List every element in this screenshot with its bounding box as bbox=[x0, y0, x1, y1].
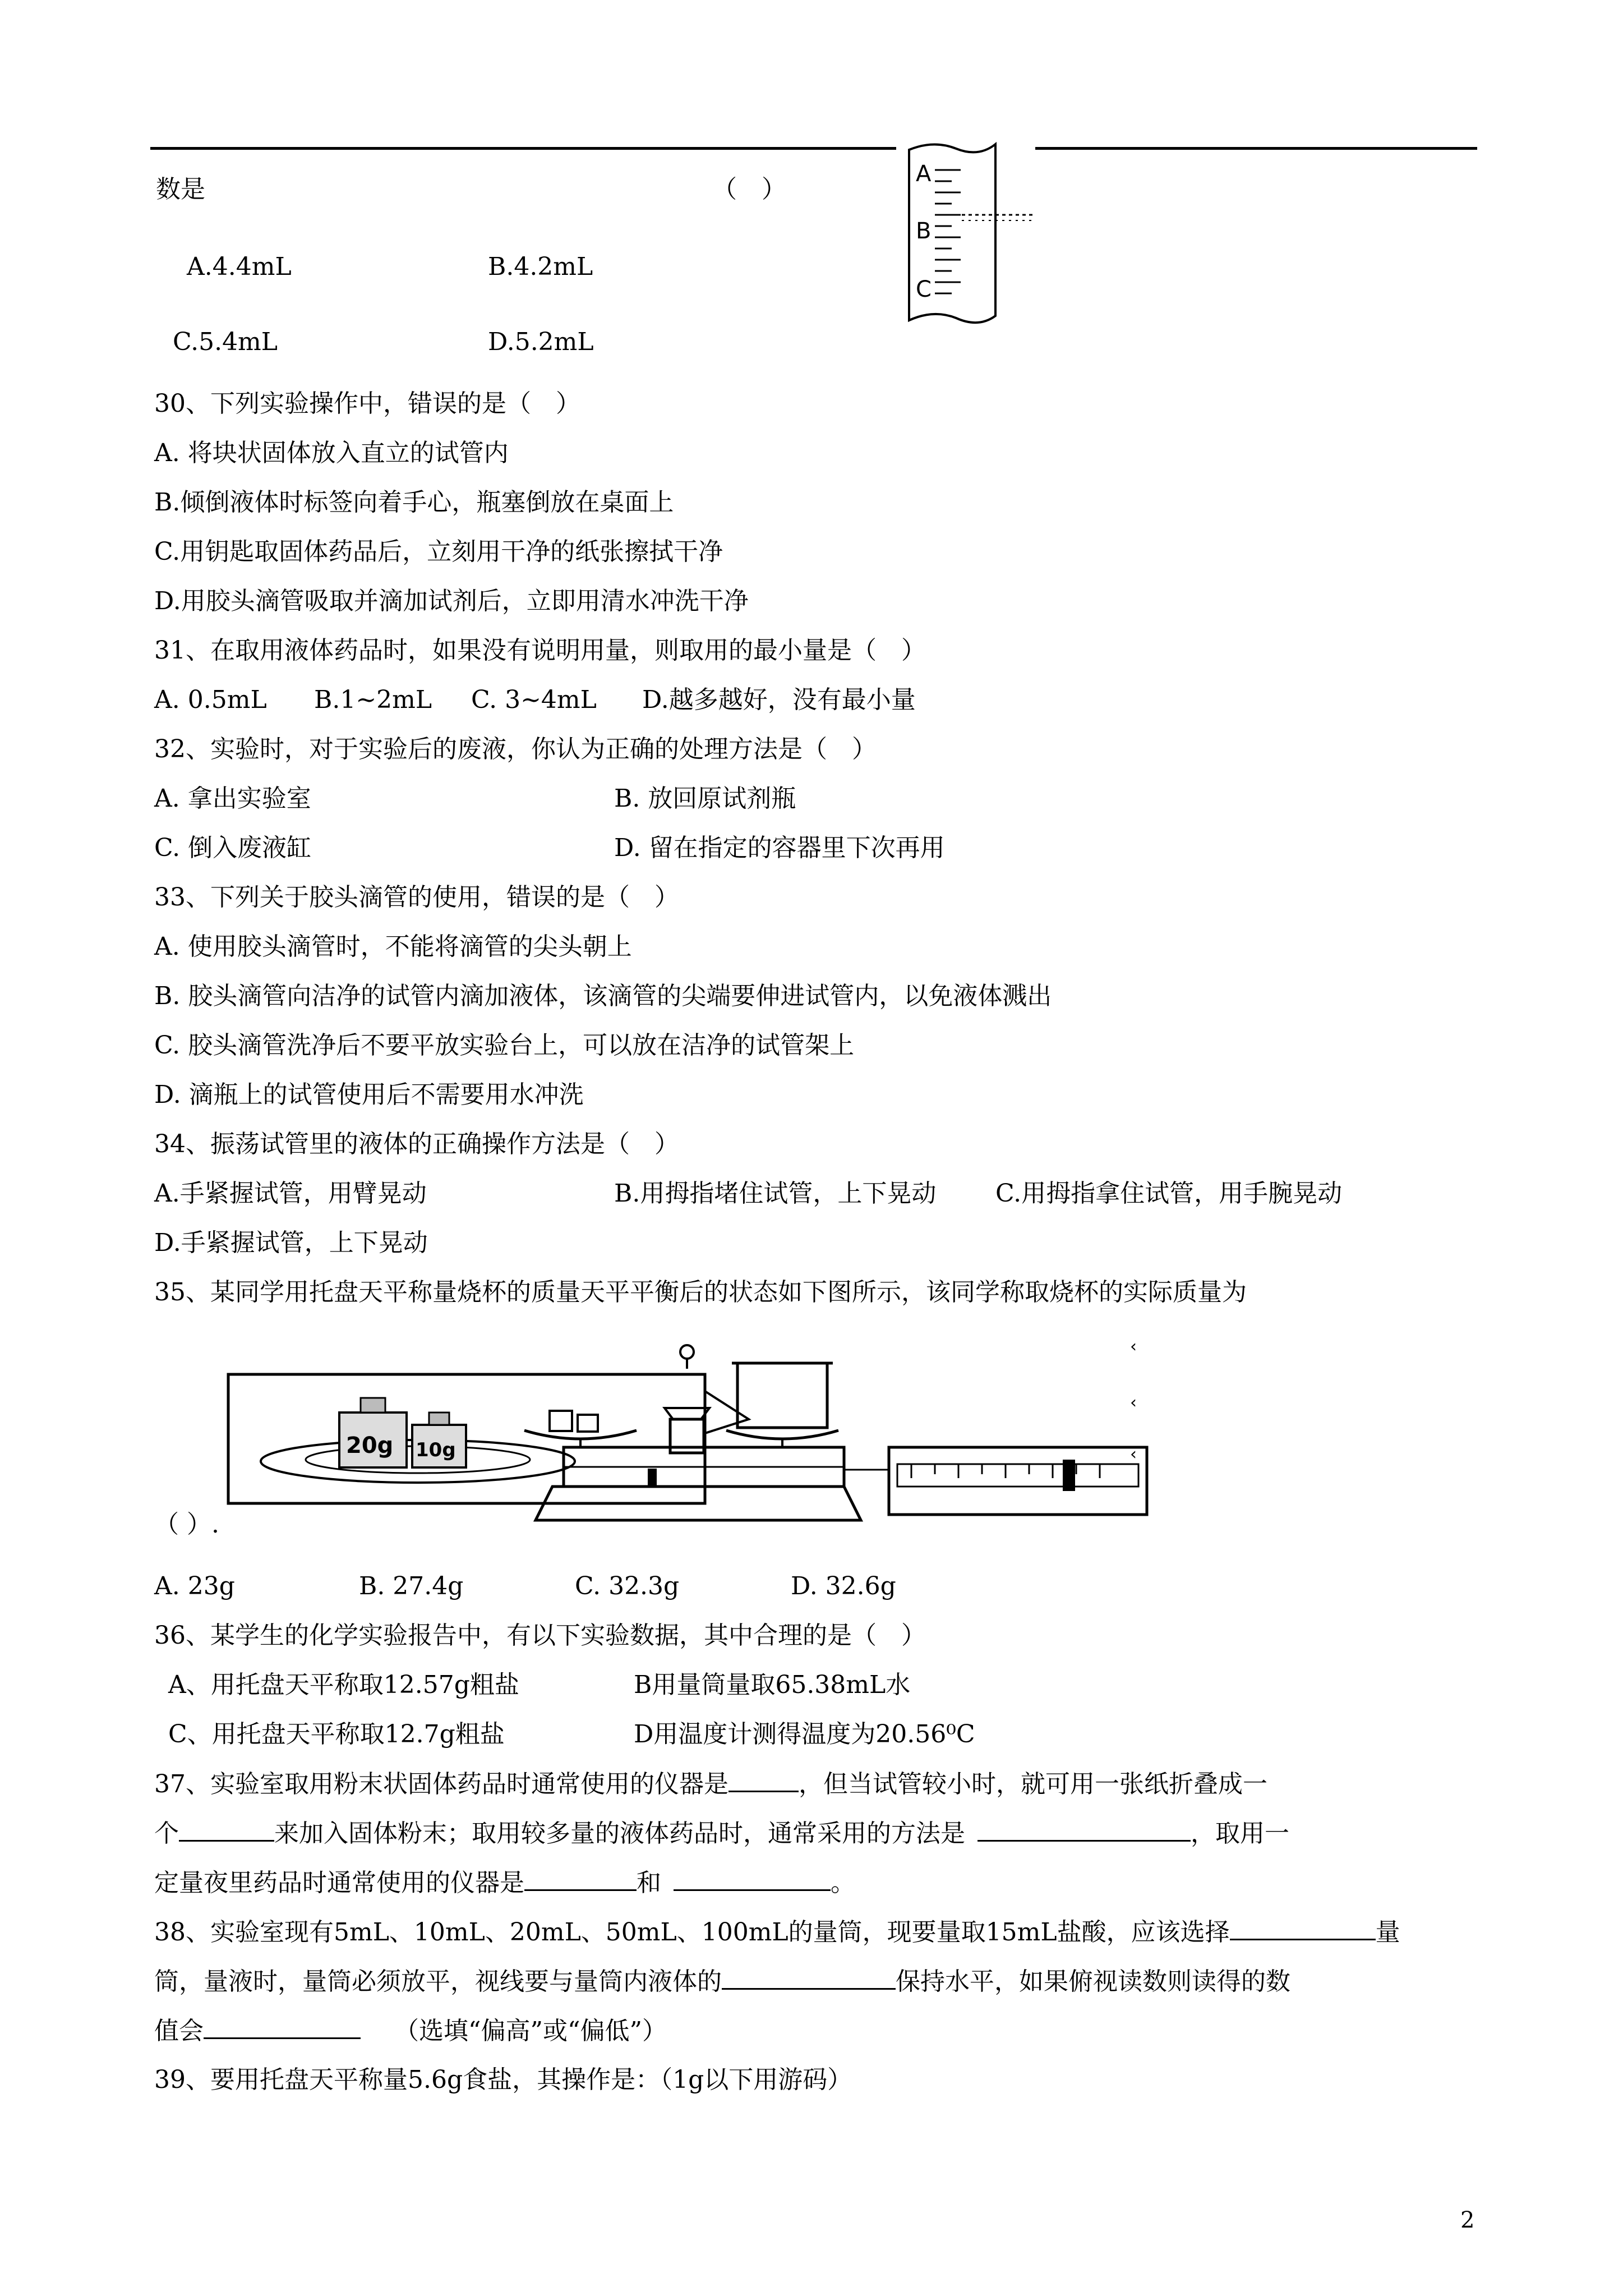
q34-option-d: D.手紧握试管，上下晃动 bbox=[154, 1228, 428, 1257]
q37-text-4: 来加入固体粉末；取用较多量的液体药品时，通常采用的方法是 bbox=[274, 1819, 965, 1848]
q34-stem: 34、振荡试管里的液体的正确操作方法是（ ） bbox=[154, 1130, 679, 1158]
q37-text-3: 个 bbox=[154, 1819, 179, 1848]
q38-blank-1[interactable] bbox=[1230, 1916, 1376, 1940]
q32-option-b: B. 放回原试剂瓶 bbox=[614, 784, 796, 813]
q32-option-d: D. 留在指定的容器里下次再用 bbox=[614, 834, 945, 862]
q35-option-a: A. 23g bbox=[154, 1572, 235, 1600]
q37-line-1 bbox=[154, 1768, 1267, 1800]
q38-text-3: 筒，量液时，量筒必须放平，视线要与量筒内液体的 bbox=[154, 1967, 722, 1996]
balance-figure bbox=[222, 1335, 1152, 1526]
q35-stem: 35、某同学用托盘天平称量烧杯的质量天平平衡后的状态如下图所示，该同学称取烧杯的实际质量为 bbox=[154, 1278, 1247, 1306]
q38-line-3 bbox=[154, 2015, 667, 2047]
q31-option-a: A. 0.5mL bbox=[154, 685, 267, 714]
q35-option-b: B. 27.4g bbox=[359, 1572, 464, 1600]
q34-option-b: B.用拇指堵住试管，上下晃动 bbox=[614, 1179, 937, 1208]
q35-option-c: C. 32.3g bbox=[575, 1572, 680, 1600]
svg-text:‹: ‹ bbox=[1130, 1444, 1137, 1464]
weight-20g-label: 20g bbox=[346, 1433, 394, 1458]
q29-option-c: C.5.4mL bbox=[173, 328, 278, 356]
page-number: 2 bbox=[1460, 2207, 1475, 2233]
q33-option-a: A. 使用胶头滴管时，不能将滴管的尖头朝上 bbox=[154, 932, 632, 961]
q37-text-5: ，取用一 bbox=[1191, 1819, 1289, 1848]
q35-option-d: D. 32.6g bbox=[791, 1572, 896, 1600]
q36-option-a: A、用托盘天平称取12.57g粗盐 bbox=[168, 1671, 519, 1699]
q37-text-6: 定量夜里药品时通常使用的仪器是 bbox=[154, 1869, 524, 1897]
cylinder-mark-a: A bbox=[916, 161, 932, 187]
q37-blank-4[interactable] bbox=[524, 1867, 637, 1891]
q37-blank-2[interactable] bbox=[179, 1818, 274, 1842]
q37-blank-3[interactable] bbox=[978, 1818, 1191, 1842]
q37-text-8: 。 bbox=[831, 1869, 855, 1897]
header-rule-right bbox=[1035, 147, 1477, 150]
header-rule-left bbox=[150, 147, 896, 150]
q33-option-c: C. 胶头滴管洗净后不要平放实验台上，可以放在洁净的试管架上 bbox=[154, 1031, 855, 1060]
q37-blank-1[interactable] bbox=[728, 1768, 799, 1792]
q31-stem: 31、在取用液体药品时，如果没有说明用量，则取用的最小量是（ ） bbox=[154, 636, 926, 665]
q38-text-4: 保持水平，如果俯视读数则读得的数 bbox=[896, 1967, 1290, 1996]
q36-option-d: D用温度计测得温度为20.56⁰C bbox=[634, 1720, 975, 1749]
q36-option-b: B用量筒量取65.38mL水 bbox=[634, 1671, 911, 1699]
q30-option-a: A. 将块状固体放入直立的试管内 bbox=[154, 439, 509, 467]
q38-text-1: 38、实验室现有5mL、10mL、20mL、50mL、100mL的量筒，现要量取15mL盐酸，应该选择 bbox=[154, 1918, 1230, 1947]
q38-blank-2[interactable] bbox=[722, 1966, 896, 1990]
q37-line-2 bbox=[154, 1818, 1289, 1849]
q34-option-a: A.手紧握试管，用臂晃动 bbox=[154, 1179, 427, 1208]
q36-stem: 36、某学生的化学实验报告中，有以下实验数据，其中合理的是（ ） bbox=[154, 1621, 926, 1650]
q37-text-1: 37、实验室取用粉末状固体药品时通常使用的仪器是 bbox=[154, 1770, 728, 1798]
q37-line-3 bbox=[154, 1867, 855, 1899]
q38-text-2: 量 bbox=[1375, 1918, 1400, 1947]
svg-text:‹: ‹ bbox=[1130, 1337, 1137, 1356]
q37-text-7: 和 bbox=[637, 1869, 661, 1897]
q37-blank-5[interactable] bbox=[674, 1867, 831, 1891]
q30-option-c: C.用钥匙取固体药品后，立刻用干净的纸张擦拭干净 bbox=[154, 537, 723, 566]
q38-text-5: 值会 bbox=[154, 2017, 204, 2045]
q30-stem: 30、下列实验操作中，错误的是（ ） bbox=[154, 389, 580, 418]
weight-10g-label: 10g bbox=[416, 1439, 456, 1461]
q36-option-c: C、用托盘天平称取12.7g粗盐 bbox=[168, 1720, 505, 1749]
q34-option-c: C.用拇指拿住试管，用手腕晃动 bbox=[995, 1179, 1343, 1208]
q33-stem: 33、下列关于胶头滴管的使用，错误的是（ ） bbox=[154, 883, 679, 912]
svg-text:‹: ‹ bbox=[1130, 1393, 1137, 1412]
q31-option-b: B.1~2mL bbox=[314, 685, 432, 714]
q32-option-c: C. 倒入废液缸 bbox=[154, 834, 312, 862]
q32-option-a: A. 拿出实验室 bbox=[154, 784, 311, 813]
q37-text-2: ，但当试管较小时，就可用一张纸折叠成一 bbox=[799, 1770, 1267, 1798]
q38-text-6: （选填“偏高”或“偏低”） bbox=[394, 2017, 667, 2045]
q31-option-c: C. 3~4mL bbox=[471, 685, 597, 714]
q33-option-d: D. 滴瓶上的试管使用后不需要用水冲洗 bbox=[154, 1080, 584, 1109]
q30-option-d: D.用胶头滴管吸取并滴加试剂后，立即用清水冲洗干净 bbox=[154, 587, 749, 615]
q29-option-b: B.4.2mL bbox=[488, 252, 593, 281]
cylinder-mark-c: C bbox=[916, 277, 932, 302]
q39-stem: 39、要用托盘天平称量5.6g食盐，其操作是：（1g以下用游码） bbox=[154, 2065, 852, 2094]
q38-line-2 bbox=[154, 1966, 1290, 1998]
q35-answer-paren: （ ）. bbox=[154, 1510, 219, 1539]
q29-option-a: A.4.4mL bbox=[187, 252, 292, 281]
q38-line-1 bbox=[154, 1916, 1400, 1948]
q33-option-b: B. 胶头滴管向洁净的试管内滴加液体，该滴管的尖端要伸进试管内，以免液体溅出 bbox=[154, 982, 1052, 1010]
q29-option-d: D.5.2mL bbox=[488, 328, 594, 356]
q38-blank-3[interactable] bbox=[204, 2015, 361, 2039]
q29-stem-tail: 数是 bbox=[156, 175, 205, 204]
q29-answer-paren: （ ） bbox=[712, 175, 786, 204]
q31-option-d: D.越多越好，没有最小量 bbox=[642, 685, 916, 714]
graduated-cylinder-figure bbox=[900, 137, 1046, 331]
q32-stem: 32、实验时，对于实验后的废液，你认为正确的处理方法是（ ） bbox=[154, 735, 877, 763]
q30-option-b: B.倾倒液体时标签向着手心，瓶塞倒放在桌面上 bbox=[154, 488, 674, 517]
cylinder-mark-b: B bbox=[916, 218, 932, 244]
